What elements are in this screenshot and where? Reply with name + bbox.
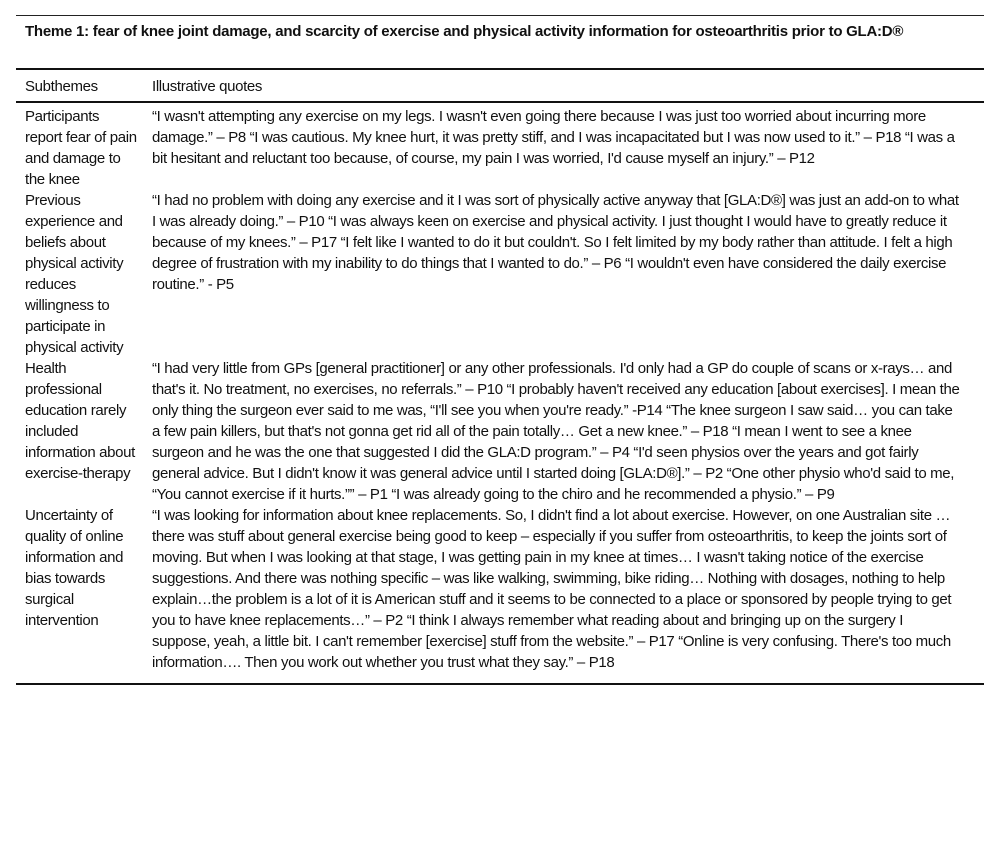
quotes-cell: “I was looking for information about knee replacements. So, I didn't find a lot about exercise. However, on one Australian site … there was stuff about general exercise being good to keep – especially if you suffer from osteoarthritis, to keep the joints sort of moving. But when I was looking at that stage, I was getting pain in my knee at times… I wasn't taking notice of the exercise suggestions. And there was nothing specific – was like walking, swimming, bike riding… Nothing with dosages, nothing to help explain…the problem is a lot of it is American stuff and it seems to be connected to a place or sponsored by people trying to get you to have knee replacements…” – P2 “I think I always remember what reading about and bringing up on the surgery I suppose, yeah, a little bit. I can't remember [exercise] stuff from the website.” – P17 “Online is very confusing. There's too much information…. Then you work out whether you trust what they say.” – P18 <box>152 507 952 671</box>
quotes-cell: “I had very little from GPs [general practitioner] or any other professionals. I'd only had a GP do couple of scans or x-rays… and that's it. No treatment, no exercises, no referrals.” – P10 “I probably haven't received any education [about exercises]. I mean the only thing the surgeon ever said to me was, “I'll see you when you're ready.” -P14 “The knee surgeon I saw said… you can take a few pain killers, but that's not gonna get rid all of the pain totally… Get a new knee.” – P18 “I mean I went to see a knee surgeon and he was the one that suggested I did the GLA:D program.” – P4 “I'd seen physios over the years and got fairly general advice. But I didn't know it was general advice until I started doing [GLA:D®].” – P2 “One other physio who'd said to me, “You cannot exercise if it hurts.”” – P1 “I was already going to the chiro and he recommended a physio.” – P9 <box>152 360 960 503</box>
header-subthemes: Subthemes <box>25 78 98 95</box>
quotes-cell: “I wasn't attempting any exercise on my legs. I wasn't even going there because I was just too worried about incurring more damage.” – P8 “I was cautious. My knee hurt, it was pretty stiff, and I was incapacitated but I was now used to it.” – P18 “I was a bit hesitant and reluctant too because, of course, my pain I was worried, I'd cause myself an injury.” – P12 <box>152 108 955 167</box>
table-row <box>16 505 984 673</box>
theme-table <box>16 15 984 685</box>
table-body <box>16 103 984 673</box>
table-title: Theme 1: fear of knee joint damage, and scarcity of exercise and physical activity information for osteoarthritis prior to GLA:D® <box>25 23 904 40</box>
table-row <box>16 106 984 190</box>
subtheme-cell: Uncertainty of quality of online information and bias towards surgical intervention <box>25 507 124 629</box>
table-header-row <box>16 70 984 101</box>
subtheme-cell: Health professional education rarely included information about exercise-therapy <box>25 360 135 482</box>
table-row <box>16 358 984 505</box>
bottom-rule <box>16 683 984 685</box>
quotes-cell: “I had no problem with doing any exercise and it I was sort of physically active anyway that [GLA:D®] was just an add-on to what I was already doing.” – P10 “I was always keen on exercise and physical activity. I just thought I would have to greatly reduce it because of my knees.” – P17 “I felt like I wanted to do it but couldn't. So I felt limited by my body rather than attitude. I felt a high degree of frustration with my inability to do things that I wanted to do.” – P6 “I wouldn't even have considered the daily exercise routine.” - P5 <box>152 192 959 293</box>
subtheme-cell: Previous experience and beliefs about physical activity reduces willingness to participate in physical activity <box>25 192 124 356</box>
table-row <box>16 190 984 358</box>
subtheme-cell: Participants report fear of pain and damage to the knee <box>25 108 137 188</box>
header-quotes: Illustrative quotes <box>152 78 263 95</box>
